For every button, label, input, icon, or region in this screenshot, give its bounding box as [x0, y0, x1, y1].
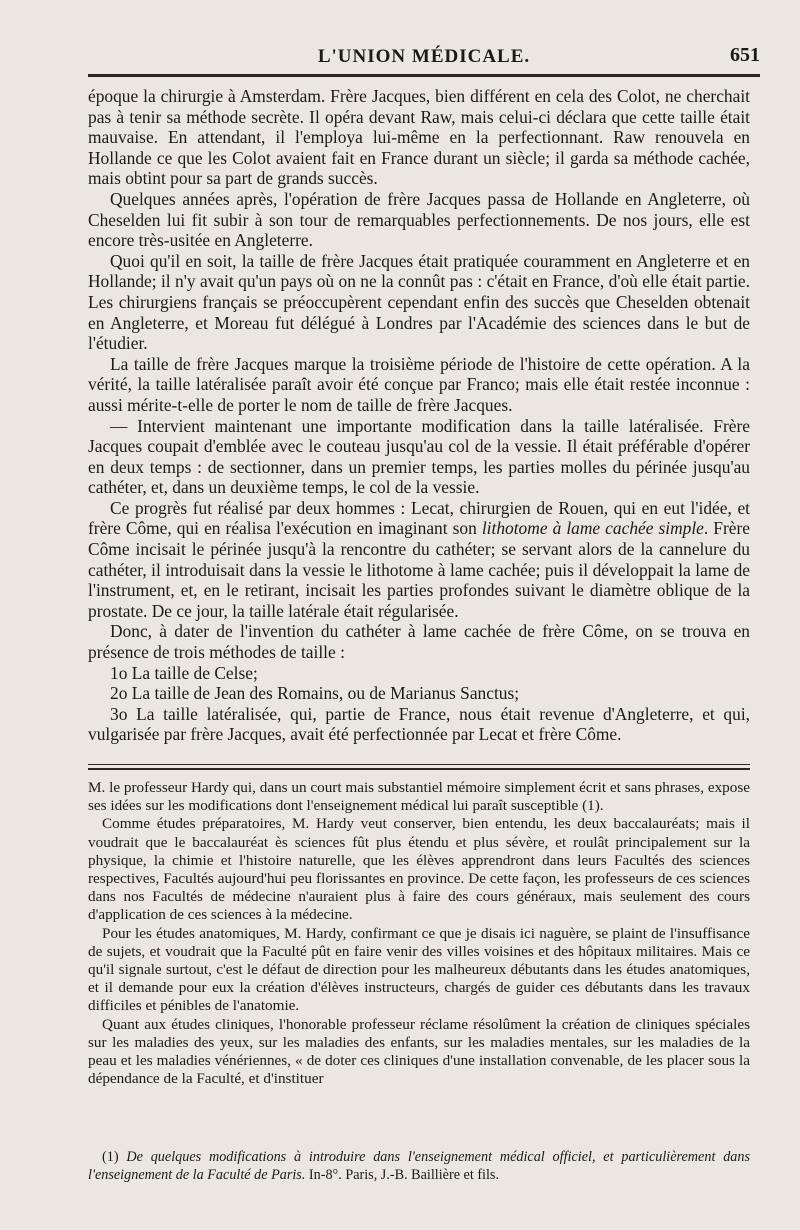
footnote-title: De quelques modifications à introduire dans l'enseignement médical officiel, et particulièrement dans l'enseignement de la Faculté de Paris.	[88, 1149, 750, 1183]
section-divider	[88, 764, 750, 765]
footnote-marker: (1)	[102, 1149, 127, 1165]
list-number: 3o	[110, 703, 128, 724]
main-article-text	[88, 86, 750, 745]
footnote-publisher: In-8°. Paris, J.-B. Baillière et fils.	[305, 1167, 499, 1183]
paragraph: Quoi qu'il en soit, la taille de frère Jacques était pratiquée couramment en Angleterre et en Hollande; il n'y avait qu'un pays où on ne la connût pas : c'était en France, d'où elle était partie. Les chirurgiens français se préoccupèrent cependant enfin des succès que Cheselden obtenait en Angleterre, et Moreau fut délégué à Londres par l'Académie des sciences dans le but de l'étudier.	[88, 250, 750, 354]
list-text: La taille de Jean des Romains, ou de Marianus Sanctus;	[131, 683, 520, 704]
paragraph: époque la chirurgie à Amsterdam. Frère Jacques, bien différent en cela des Colot, ne cherchait pas à tenir sa méthode secrète. Il opéra devant Raw, mais celui-ci déclara que cette taille était mauvaise. En attendant, il l'employa lui-même en la perfectionnant. Raw renouvela en Hollande ce que les Colot avaient fait en France durant un siècle; il garda sa méthode cachée, mais obtint pour sa part de grands succès.	[88, 86, 750, 189]
paragraph: La taille de frère Jacques marque la troisième période de l'histoire de cette opération. A la vérité, la taille latéralisée paraît avoir été conçue par Franco; mais elle était restée inconnue : aussi mérite-t-elle de porter le nom de taille de frère Jacques.	[88, 353, 750, 415]
list-item	[88, 704, 750, 745]
running-title: L'UNION MÉDICALE.	[317, 46, 531, 67]
paragraph: Quant aux études cliniques, l'honorable professeur réclame résolûment la création de cliniques spéciales sur les maladies des yeux, sur les maladies des enfants, sur les maladies mentales, sur les maladies de la peau et les maladies vénériennes, « de doter ces cliniques d'une installation convenable, de les placer sous la dépendance de la Faculté, et d'instituer	[88, 1015, 750, 1088]
footnote	[88, 1148, 750, 1184]
italic-term: lithotome à lame cachée simple	[481, 518, 704, 539]
running-header	[88, 40, 760, 77]
list-number: 1o	[110, 662, 128, 683]
list-text: La taille latéralisée, qui, partie de France, nous était revenue d'Angleterre, et qui, vulgarisée par frère Jacques, avait été perfectionnée par Lecat et frère Côme.	[88, 703, 750, 745]
list-text: La taille de Celse;	[131, 662, 258, 683]
paragraph: Quelques années après, l'opération de frère Jacques passa de Hollande en Angleterre, où Cheselden lui fit subir à son tour de remarquables perfectionnements. De nos jours, elle est encore très-usitée en Angleterre.	[88, 188, 750, 251]
paragraph: Pour les études anatomiques, M. Hardy, confirmant ce que je disais ici naguère, se plaint de l'insuffisance de sujets, et voudrait que la Faculté pût en faire venir des villes voisines et des hôpitaux militaires. Mais ce qu'il signale surtout, c'est le défaut de direction pour les malheureux débutants dans les études anatomiques, et il demande pour eux la création d'élèves instructeurs, chargés de guider ces débutants dans les travaux difficiles et pénibles de l'anatomie.	[88, 924, 750, 1015]
paragraph: Donc, à dater de l'invention du cathéter à lame cachée de frère Côme, on se trouva en présence de trois méthodes de taille :	[88, 621, 750, 663]
paragraph: — Intervient maintenant une importante modification dans la taille latéralisée. Frère Jacques coupait d'emblée avec le couteau jusqu'au col de la vessie. Il était préférable d'opérer en deux temps : de sectionner, dans un premier temps, les parties molles du périnée jusqu'au cathéter, et, dans un deuxième temps, le col de la vessie.	[88, 415, 750, 498]
paragraph-text: . Frère Côme incisait le périnée jusqu'à la rencontre du cathéter; se servant alors de la cannelure du cathéter, il introduisait dans la vessie le lithotome à lame cachée; puis il développait la lame de l'instrument, et, en le retirant, incisait les parties profondes suivant le diamètre oblique de la prostate. De ce jour, la taille latérale était régularisée.	[88, 518, 750, 621]
paragraph-text: Ce progrès fut réalisé par deux hommes : Lecat, chirurgien de Rouen, qui en eut l'idée, et frère Côme, qui en réalisa l'exécution en imaginant son	[88, 497, 750, 539]
paragraph: Comme études préparatoires, M. Hardy veut conserver, bien entendu, les deux baccalauréats; mais il voudrait que le baccalauréat ès sciences fût plus étendu et plus sévère, et roulât principalement sur la physique, la chimie et l'histoire naturelle, que les élèves apprendront dans leurs Facultés des sciences respectives, Facultés aujourd'hui peu florissantes en province. De cette façon, les professeurs de ces sciences dans nos Facultés de médecine n'auraient plus à faire des cours généraux, mais seulement des cours d'application de ces sciences à la médecine.	[88, 815, 750, 924]
paragraph: M. le professeur Hardy qui, dans un court mais substantiel mémoire simplement écrit et sans phrases, expose ses idées sur les modifications dont l'enseignement médical lui paraît susceptible (1).	[88, 779, 750, 815]
methods-list	[88, 663, 750, 745]
list-number: 2o	[110, 683, 128, 704]
section-divider	[88, 768, 750, 770]
paragraph	[88, 498, 750, 622]
list-item	[88, 683, 750, 704]
feuilleton-text	[88, 779, 750, 1088]
list-item	[88, 663, 750, 684]
page-number: 651	[730, 44, 760, 66]
